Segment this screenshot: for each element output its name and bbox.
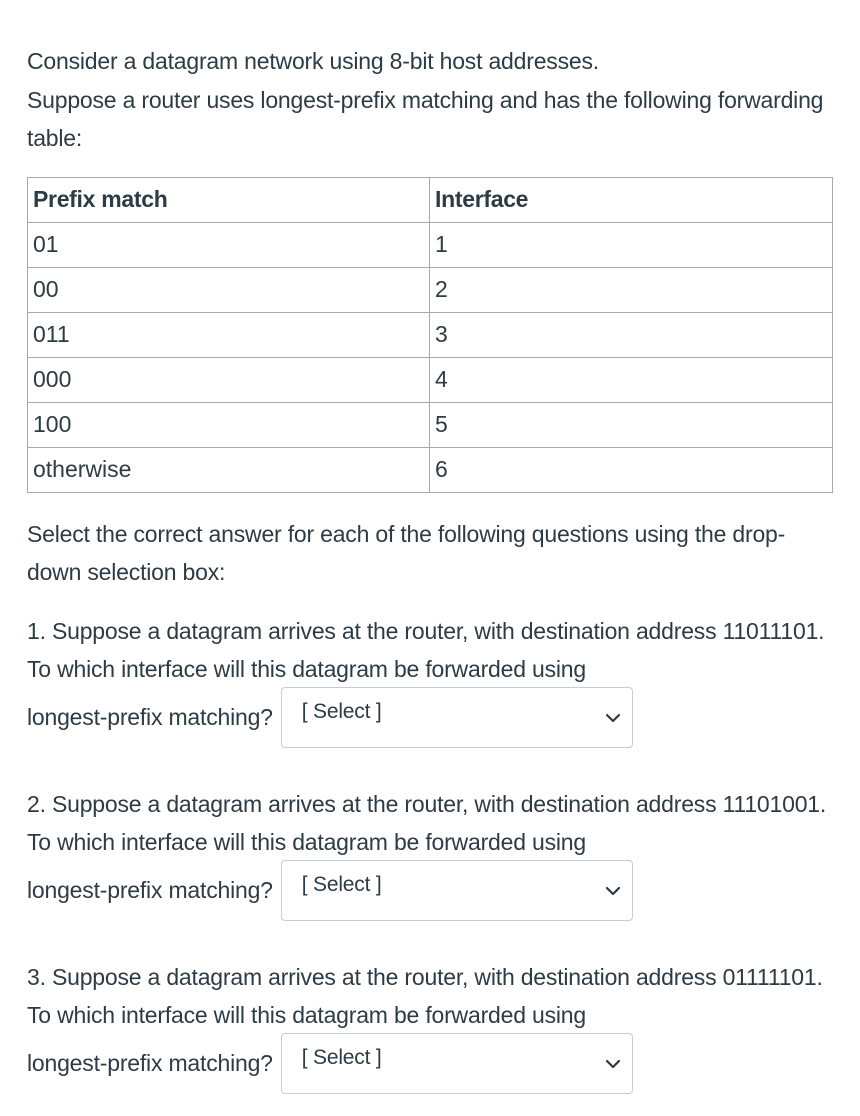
interface-cell: 3 (430, 312, 833, 357)
question-3-text: 3. Suppose a datagram arrives at the router, with destination address 01111101. To which interface will this datagram be forwarded using (27, 963, 823, 1028)
table-row (28, 447, 833, 492)
table-header-row (28, 177, 833, 222)
intro-line-1: Consider a datagram network using 8-bit host addresses. (27, 48, 599, 74)
question-1 (27, 612, 837, 747)
question-3 (27, 958, 837, 1093)
question-1-select-value: [ Select ] (301, 700, 382, 724)
table-row (28, 222, 833, 267)
question-content (27, 42, 837, 1093)
prefix-cell: 01 (28, 222, 430, 267)
question-2 (27, 785, 837, 920)
interface-cell: 6 (430, 447, 833, 492)
question-3-tail: longest-prefix matching? (27, 1050, 273, 1077)
chevron-down-icon (604, 1055, 622, 1073)
prefix-cell: 011 (28, 312, 430, 357)
table-row (28, 312, 833, 357)
header-interface: Interface (430, 177, 833, 222)
intro-line-2: Suppose a router uses longest-prefix matching and has the following forwarding table: (27, 86, 824, 151)
interface-cell: 2 (430, 267, 833, 312)
interface-cell: 4 (430, 357, 833, 402)
table-row (28, 402, 833, 447)
chevron-down-icon (604, 709, 622, 727)
question-2-select-value: [ Select ] (301, 873, 382, 897)
question-1-tail: longest-prefix matching? (27, 704, 273, 731)
question-2-select[interactable] (281, 860, 633, 921)
chevron-down-icon (604, 882, 622, 900)
forwarding-table (27, 177, 833, 493)
table-row (28, 357, 833, 402)
prefix-cell: otherwise (28, 447, 430, 492)
instructions-text: Select the correct answer for each of the following questions using the drop-down selection box: (27, 520, 786, 585)
header-prefix-match: Prefix match (28, 177, 430, 222)
table-row (28, 267, 833, 312)
question-2-text: 2. Suppose a datagram arrives at the router, with destination address 11101001. To which interface will this datagram be forwarded using (27, 790, 827, 855)
question-3-select[interactable] (281, 1033, 633, 1094)
interface-cell: 5 (430, 402, 833, 447)
question-1-text: 1. Suppose a datagram arrives at the router, with destination address 11011101. To which interface will this datagram be forwarded using (27, 617, 825, 682)
question-2-tail: longest-prefix matching? (27, 877, 273, 904)
problem-intro (27, 42, 837, 158)
prefix-cell: 100 (28, 402, 430, 447)
prefix-cell: 000 (28, 357, 430, 402)
question-1-select[interactable] (281, 687, 633, 748)
question-3-select-value: [ Select ] (301, 1046, 382, 1070)
prefix-cell: 00 (28, 267, 430, 312)
interface-cell: 1 (430, 222, 833, 267)
